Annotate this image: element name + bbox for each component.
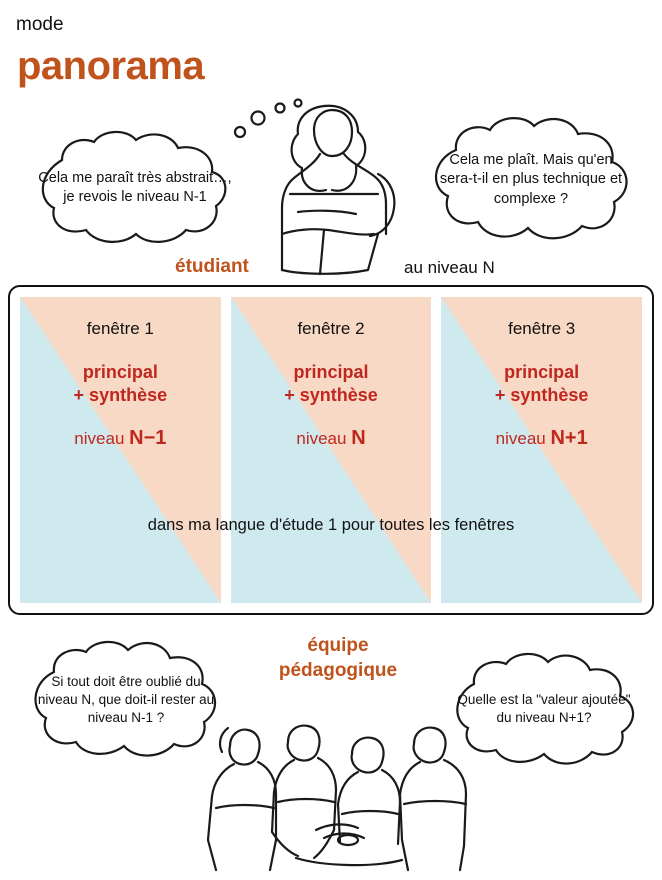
window-title: fenêtre 3 [508, 319, 576, 338]
window-main-line1: principal [293, 362, 369, 382]
thought-bubble-team-left [18, 634, 234, 766]
window-level-prefix: niveau [74, 429, 130, 449]
window-level [231, 427, 432, 450]
thought-bubble-student-right [418, 110, 644, 250]
mode-label: mode [16, 14, 64, 35]
role-label-team [258, 634, 418, 683]
window-main-line2: + synthèse [284, 385, 378, 406]
window-title: fenêtre 1 [86, 319, 154, 338]
window-level [441, 427, 642, 450]
panel-footer-note: dans ma langue d'étude 1 pour toutes les fenêtres [147, 516, 515, 534]
windows-row [20, 297, 642, 603]
window-main-line2: + synthèse [494, 385, 589, 406]
bubble-text: Quelle est la "valeur ajoutée" du niveau N+1? [457, 692, 631, 725]
window-main-line2: + synthèse [73, 385, 168, 406]
window-level-prefix: niveau [495, 429, 551, 449]
window-card-1[interactable] [20, 297, 221, 603]
bubble-text: Cela me paraît très abstrait…, je revois le niveau N-1 [38, 169, 232, 205]
bubble-text: Si tout doit être oublié du niveau N, que doit-il rester au niveau N-1 ? [37, 674, 215, 725]
thought-bubble-team-right [440, 648, 648, 770]
window-level-value: N+1 [550, 427, 588, 450]
role-label-student-level: au niveau N [404, 258, 495, 277]
window-card-2[interactable] [231, 297, 432, 603]
role-label-team-line2: pédagogique [278, 659, 398, 681]
window-level-value: N [351, 427, 366, 450]
thought-bubble-student-left [22, 126, 248, 250]
window-level-value: N−1 [129, 427, 167, 450]
window-card-3[interactable] [441, 297, 642, 603]
window-main-line1: principal [504, 362, 580, 382]
bubble-text: Cela me plaît. Mais qu'en sera-t-il en plus technique et complexe ? [439, 152, 623, 207]
window-level-prefix: niveau [296, 429, 352, 449]
role-label-team-line1: équipe [307, 635, 369, 656]
student-figure-icon [228, 84, 428, 294]
windows-panel [8, 285, 654, 615]
window-main-line1: principal [82, 362, 158, 382]
role-label-student: étudiant [175, 256, 249, 277]
page-title: panorama [17, 44, 205, 88]
window-title: fenêtre 2 [297, 319, 365, 338]
window-level [20, 427, 221, 450]
